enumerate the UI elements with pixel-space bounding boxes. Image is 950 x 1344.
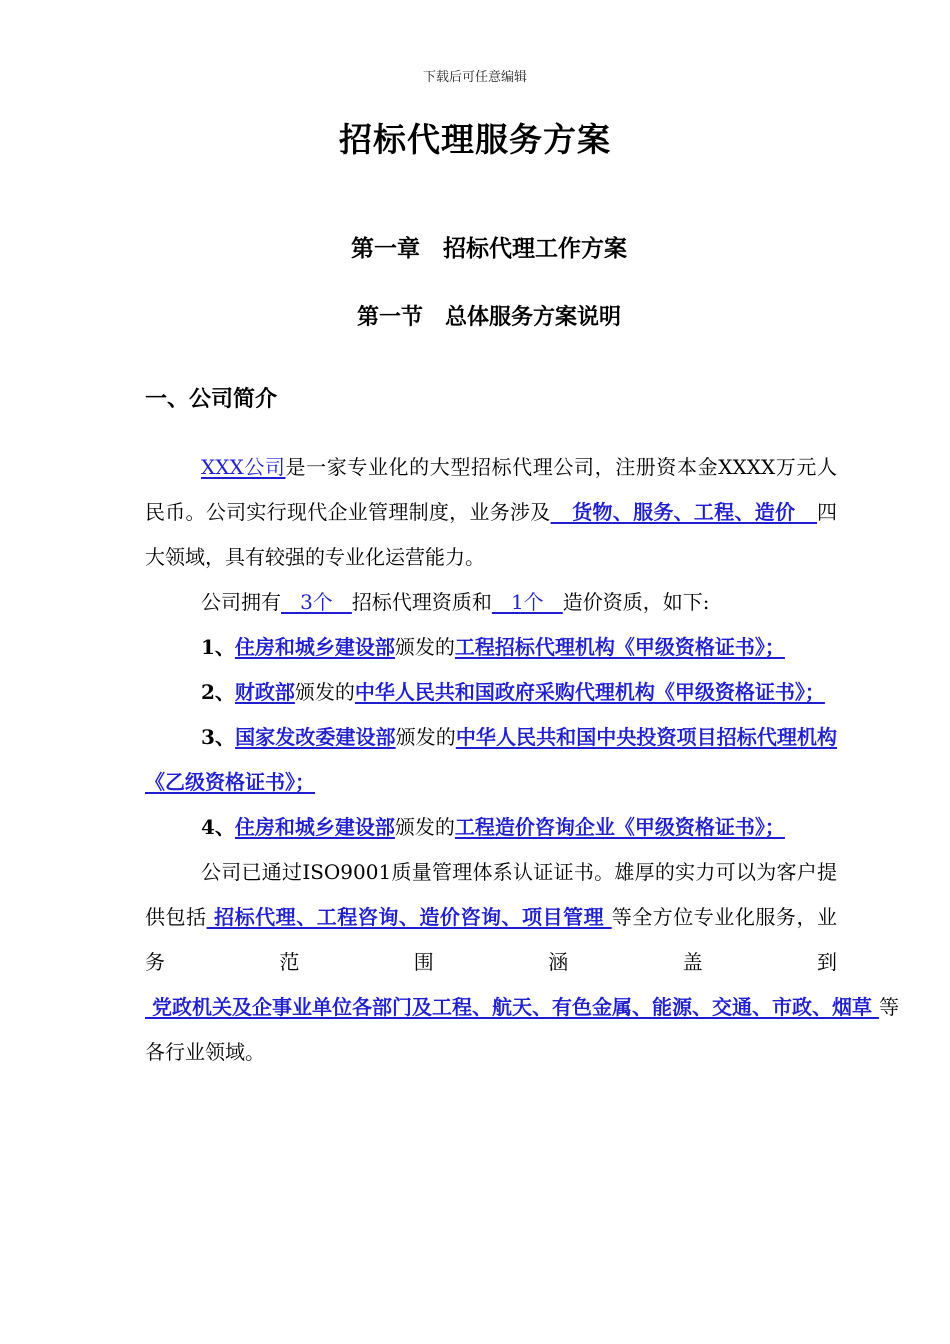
issuer-link[interactable]: 住房和城乡建设部 xyxy=(234,815,395,839)
qualification-item xyxy=(145,715,837,805)
qual-count-1: 3个 xyxy=(281,590,352,614)
certificate-link[interactable]: 中华人民共和国中央投资项目招标代理机构《乙级资格证书》； xyxy=(145,725,838,794)
qualification-item xyxy=(145,625,837,670)
business-fields: 货物、服务、工程、造价 xyxy=(550,500,818,524)
certificate-link[interactable]: 中华人民共和国政府采购代理机构《甲级资格证书》； xyxy=(354,680,825,704)
qual-text-3: 造价资质，如下: xyxy=(562,590,710,614)
document-body xyxy=(145,445,899,1075)
issuer-link[interactable]: 财政部 xyxy=(234,680,295,704)
issuer-link[interactable]: 住房和城乡建设部 xyxy=(234,635,395,659)
intro-text-1: 是一家专业化的大型招标代理公司，注册资本金XXXX万元人民币。公司实行现代企业管理制度，业务涉及 xyxy=(145,455,837,524)
qualification-item xyxy=(145,670,837,715)
qualification-paragraph xyxy=(145,580,837,625)
item-number: 1、 xyxy=(201,635,235,659)
qual-text-1: 公司拥有 xyxy=(201,590,281,614)
qualification-item xyxy=(145,805,837,850)
services-text-1: 公司已通过ISO9001质量管理体系认证证书。雄厚的实力可以为客户提供包括 xyxy=(145,860,837,929)
certificate-link[interactable]: 工程造价咨询企业《甲级资格证书》； xyxy=(454,815,785,839)
item-mid-text: 颁发的 xyxy=(394,815,455,839)
qual-text-2: 招标代理资质和 xyxy=(351,590,492,614)
item-number: 2、 xyxy=(201,680,235,704)
item-mid-text: 颁发的 xyxy=(395,725,456,749)
business-scope: 党政机关及企事业单位各部门及工程、航天、有色金属、能源、交通、市政、烟草 xyxy=(145,995,879,1019)
section-heading: 第一节 总体服务方案说明 xyxy=(356,304,621,330)
item-number: 4、 xyxy=(201,815,235,839)
header-note: 下载后可任意编辑 xyxy=(422,70,527,85)
certificate-link[interactable]: 工程招标代理机构《甲级资格证书》； xyxy=(454,635,785,659)
qual-count-2: 1个 xyxy=(491,590,563,614)
item-mid-text: 颁发的 xyxy=(294,680,355,704)
document-title: 招标代理服务方案 xyxy=(339,120,611,159)
services-paragraph xyxy=(145,850,899,1075)
intro-text-2: 四大领域，具有较强的专业化运营能力。 xyxy=(145,500,838,569)
services-text-3: 等各行业领域。 xyxy=(145,995,899,1064)
intro-paragraph xyxy=(145,445,837,580)
chapter-heading: 第一章 招标代理工作方案 xyxy=(351,235,627,262)
services-text-2: 等全方位专业化服务，业务范围涵盖到 xyxy=(145,905,837,974)
item-number: 3、 xyxy=(201,725,236,749)
item-mid-text: 颁发的 xyxy=(394,635,455,659)
subsection-heading: 一、公司简介 xyxy=(145,386,278,412)
company-link[interactable]: XXX公司 xyxy=(201,455,286,479)
issuer-link[interactable]: 国家发改委建设部 xyxy=(235,725,396,749)
services-list: 招标代理、工程咨询、造价咨询、项目管理 xyxy=(206,905,612,929)
